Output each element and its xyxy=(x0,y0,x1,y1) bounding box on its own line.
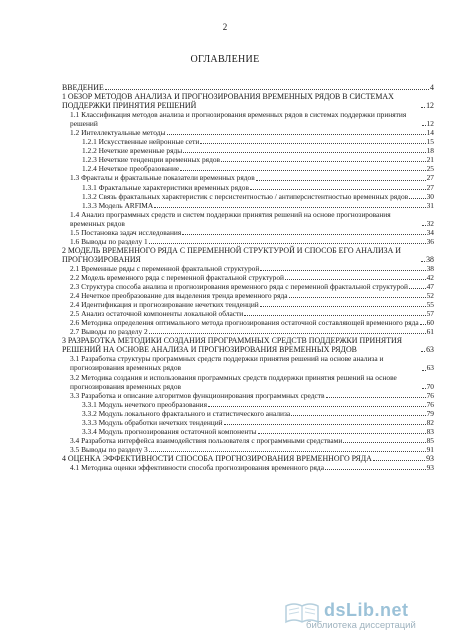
toc-entry xyxy=(62,264,434,273)
toc-entry xyxy=(62,210,434,228)
toc-entry xyxy=(62,373,434,391)
toc-entry-title: 2.5 Анализ остаточной компоненты локальной области xyxy=(70,309,244,319)
watermark-subtitle: библиотека диссертаций xyxy=(306,620,416,631)
toc-entry-title: 1.6 Выводы по разделу 1 xyxy=(70,236,148,246)
toc-entry xyxy=(62,336,434,354)
toc-entry xyxy=(62,228,434,237)
toc-entry-page: 47 xyxy=(426,282,434,292)
toc-entry-page: 30 xyxy=(426,191,434,201)
toc-entry xyxy=(62,354,434,372)
toc-entry-title: 4 ОЦЕНКА ЭФФЕКТИВНОСТИ СПОСОБА ПРОГНОЗИРОВАНИЯ ВРЕМЕННОГО РЯДА xyxy=(62,453,372,463)
toc-entry-title: 3.3.2 Модуль локального фрактального и статистического анализа xyxy=(82,408,291,418)
toc-entry xyxy=(62,327,434,336)
toc-entry xyxy=(62,92,434,110)
toc-entry-page: 82 xyxy=(426,417,434,427)
toc-entry-page: 55 xyxy=(426,300,434,310)
toc-leader-dots xyxy=(221,161,426,162)
toc-entry-page: 27 xyxy=(426,173,434,183)
toc-entry xyxy=(62,418,434,427)
toc-entry-page: 93 xyxy=(426,453,434,463)
toc-entry xyxy=(62,237,434,246)
toc-entry-title: 3.2 Методика создания и использования программных средств поддержки принятия решений на основе прогнозирования временных рядов xyxy=(70,372,397,391)
toc-entry-page: 25 xyxy=(426,164,434,174)
toc-entry-title: 1.2.1 Искусственные нейронные сети xyxy=(82,137,200,147)
toc-leader-dots xyxy=(343,442,425,443)
toc-entry-page: 4 xyxy=(430,83,434,92)
toc-entry-title: 1.3 Фракталы и фрактальные показатели временных рядов xyxy=(70,173,255,183)
toc-entry xyxy=(62,463,434,472)
watermark-logo: dsLib.net xyxy=(324,600,409,620)
toc-leader-dots xyxy=(208,406,426,407)
toc-entry xyxy=(62,137,434,146)
toc-entry-title: 3.5 Выводы по разделу 3 xyxy=(70,444,148,454)
toc-entry-page: 85 xyxy=(426,435,434,445)
toc-leader-dots xyxy=(258,433,426,434)
toc-entry xyxy=(62,309,434,318)
toc-leader-dots xyxy=(373,460,425,461)
toc-entry xyxy=(62,409,434,418)
toc-entry-page: 21 xyxy=(426,155,434,165)
toc-leader-dots xyxy=(291,415,425,416)
toc-entry xyxy=(62,183,434,192)
toc-leader-dots xyxy=(422,370,426,371)
toc-leader-dots xyxy=(105,89,429,90)
toc-leader-dots xyxy=(421,107,425,108)
toc-entry-page: 12 xyxy=(426,119,434,129)
toc-entry-title: 2.6 Методика определения оптимального метода прогнозирования остаточной составляющей временного ряда xyxy=(70,318,419,328)
toc-leader-dots xyxy=(285,279,426,280)
toc-entry-page: 93 xyxy=(426,462,434,472)
toc-leader-dots xyxy=(409,198,425,199)
toc-entry-title: 1.2.2 Нечеткие временные ряды xyxy=(82,146,183,156)
toc-leader-dots xyxy=(182,234,425,235)
toc-leader-dots xyxy=(250,189,426,190)
toc-entry-title: 3.3.3 Модуль обработки нечетких тенденций xyxy=(82,417,223,427)
watermark xyxy=(284,600,444,634)
toc-entry-title: 1.1 Классификация методов анализа и прогнозирования временных рядов в системах поддержки принятия решений xyxy=(70,110,407,129)
toc-entry-title: 2.1 Временные ряды с переменной фрактальной структурой xyxy=(70,263,260,273)
toc-entry xyxy=(62,146,434,155)
toc-leader-dots xyxy=(149,451,426,452)
toc-entry-title: 1.3.3 Модель ARFIMA xyxy=(82,200,154,210)
toc-entry xyxy=(62,201,434,210)
toc-entry xyxy=(62,291,434,300)
page-number: 2 xyxy=(222,22,228,32)
toc-entry-title: 1.2.4 Нечеткое преобразование xyxy=(82,164,180,174)
toc-entry-page: 63 xyxy=(426,363,434,373)
toc-entry xyxy=(62,110,434,128)
toc-entry-title: 3 РАЗРАБОТКА МЕТОДИКИ СОЗДАНИЯ ПРОГРАММНЫХ СРЕДСТВ ПОДДЕРЖКИ ПРИНЯТИЯ РЕШЕНИЙ НА ОСНОВЕ АНАЛИЗА И ПРОГНОЗИРОВАНИЯ ВРЕМЕННЫХ РЯДОВ xyxy=(62,336,402,355)
toc-entry-page: 27 xyxy=(426,182,434,192)
toc-leader-dots xyxy=(149,243,426,244)
toc-entry-page: 14 xyxy=(426,128,434,138)
toc-entry-page: 36 xyxy=(426,236,434,246)
toc-entry-page: 91 xyxy=(426,444,434,454)
toc-leader-dots xyxy=(325,469,426,470)
toc-entry-title: 2 МОДЕЛЬ ВРЕМЕННОГО РЯДА С ПЕРЕМЕННОЙ СТРУКТУРОЙ И СПОСОБ ЕГО АНАЛИЗА И ПРОГНОЗИРОВАНИЯ xyxy=(62,245,402,264)
toc-entry-title: 1.3.1 Фрактальные характеристики временных рядов xyxy=(82,182,249,192)
toc-leader-dots xyxy=(326,397,426,398)
toc-entry xyxy=(62,318,434,327)
toc-entry xyxy=(62,400,434,409)
toc-leader-dots xyxy=(260,270,425,271)
toc-leader-dots xyxy=(149,333,426,334)
toc-leader-dots xyxy=(289,297,426,298)
toc-entry-title: 3.3 Разработка и описание алгоритмов функционирования программных средств xyxy=(70,390,325,400)
toc-entry xyxy=(62,192,434,201)
toc-entry-title: 3.3.1 Модуль нечеткого преобразования xyxy=(82,399,208,409)
toc-entry-page: 38 xyxy=(426,263,434,273)
toc-leader-dots xyxy=(409,288,426,289)
toc-leader-dots xyxy=(422,225,426,226)
toc-entry-title: 2.4 Идентификация и прогнозирование нечетких тенденций xyxy=(70,300,259,310)
toc-entry-page: 70 xyxy=(426,381,434,391)
toc-leader-dots xyxy=(421,351,425,352)
toc-entry-page: 38 xyxy=(426,254,434,264)
toc-entry xyxy=(62,391,434,400)
toc-entry-title: 1.2.3 Нечеткие тенденции временных рядов xyxy=(82,155,221,165)
toc-leader-dots xyxy=(244,315,425,316)
toc-entry xyxy=(62,128,434,137)
toc-entry xyxy=(62,273,434,282)
toc-entry xyxy=(62,445,434,454)
toc-entry-title: 1.5 Постановка задач исследования xyxy=(70,227,182,237)
toc-entry-title: 4.1 Методика оценки эффективности способа прогнозирования временного ряда xyxy=(70,462,324,472)
toc-entry-page: 52 xyxy=(426,291,434,301)
toc-leader-dots xyxy=(224,424,426,425)
toc-leader-dots xyxy=(421,261,425,262)
toc-entry xyxy=(62,173,434,182)
toc-leader-dots xyxy=(180,170,425,171)
toc-entry-page: 12 xyxy=(426,101,434,111)
toc-entry-page: 57 xyxy=(426,309,434,319)
toc-entry-page: 83 xyxy=(426,426,434,436)
toc-leader-dots xyxy=(200,143,425,144)
toc-entry-page: 34 xyxy=(426,227,434,237)
toc-entry-title: 3.1 Разработка структуры программных средств поддержки принятия решений на основе анализа и прогнозирования временных рядов xyxy=(70,354,384,373)
toc-entry xyxy=(62,454,434,463)
toc-entry xyxy=(62,155,434,164)
toc-leader-dots xyxy=(183,152,425,153)
toc-entry-title: 3.4 Разработка интерфейса взаимодействия пользователя с программными средствами xyxy=(70,435,343,445)
toc-entry-page: 42 xyxy=(426,272,434,282)
toc-entry xyxy=(62,282,434,291)
table-of-contents xyxy=(62,83,434,472)
toc-entry xyxy=(62,427,434,436)
toc-entry xyxy=(62,83,434,92)
toc-entry-page: 15 xyxy=(426,137,434,147)
toc-leader-dots xyxy=(422,388,426,389)
toc-entry-page: 63 xyxy=(426,345,434,355)
toc-entry-title: 1.3.2 Связь фрактальных характеристик с персистентностью / антиперсистентностью временных рядов xyxy=(82,191,409,201)
toc-leader-dots xyxy=(260,306,426,307)
toc-entry-title: 1 ОБЗОР МЕТОДОВ АНАЛИЗА И ПРОГНОЗИРОВАНИЯ ВРЕМЕННЫХ РЯДОВ В СИСТЕМАХ ПОДДЕРЖКИ ПРИНЯТИЯ РЕШЕНИЙ xyxy=(62,92,394,111)
toc-entry-title: ВВЕДЕНИЕ xyxy=(62,83,104,92)
toc-entry-title: 2.7 Выводы по разделу 2 xyxy=(70,327,148,337)
toc-entry xyxy=(62,300,434,309)
toc-entry-title: 1.4 Анализ программных средств и систем поддержки принятия решений на основе прогнозирования временных рядов xyxy=(70,209,391,228)
toc-entry-page: 76 xyxy=(426,399,434,409)
toc-entry-title: 3.3.4 Модуль прогнозирования остаточной компоненты xyxy=(82,426,257,436)
toc-entry-title: 2.2 Модель временного ряда с переменной фрактальной структурой xyxy=(70,272,285,282)
toc-entry xyxy=(62,436,434,445)
toc-entry-title: 1.2 Интеллектуальные методы xyxy=(70,128,166,138)
toc-entry-page: 79 xyxy=(426,408,434,418)
toc-leader-dots xyxy=(167,134,426,135)
toc-entry-title: 2.3 Структура способа анализа и прогнозирования временного ряда с переменной фрактальной структурой xyxy=(70,282,408,292)
page-title: ОГЛАВЛЕНИЕ xyxy=(190,54,260,65)
toc-entry-page: 60 xyxy=(426,318,434,328)
toc-leader-dots xyxy=(422,125,426,126)
toc-entry-page: 61 xyxy=(426,327,434,337)
toc-entry-page: 76 xyxy=(426,390,434,400)
toc-entry-title: 2.4 Нечеткое преобразование для выделения тренда временного ряда xyxy=(70,291,288,301)
toc-entry-page: 31 xyxy=(426,200,434,210)
toc-leader-dots xyxy=(154,207,425,208)
toc-entry-page: 18 xyxy=(426,146,434,156)
toc-entry xyxy=(62,246,434,264)
toc-entry-page: 32 xyxy=(426,218,434,228)
toc-entry xyxy=(62,164,434,173)
toc-leader-dots xyxy=(420,324,426,325)
toc-leader-dots xyxy=(256,180,426,181)
